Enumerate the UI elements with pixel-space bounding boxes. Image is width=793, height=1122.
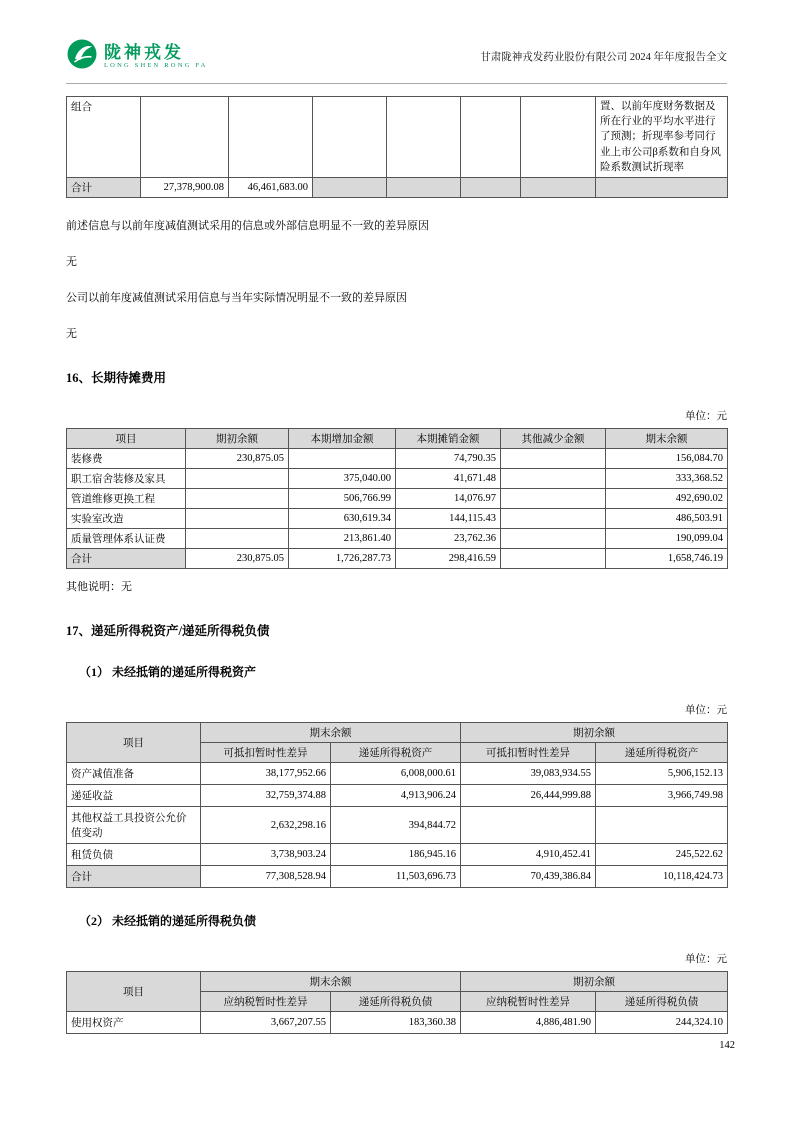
logo-name-en: LONG SHEN RONG FA xyxy=(104,62,208,70)
cell-combo-note: 置、以前年度财务数据及所在行业的平均水平进行了预测；折现率参考同行业上市公司β系数和自身风险系数测试折现率 xyxy=(596,97,728,178)
col-header-dtl-closing: 递延所得税负债 xyxy=(331,992,461,1012)
table-row xyxy=(67,489,728,509)
cell-value: 32,759,374.88 xyxy=(201,785,331,807)
cell-value: 1,726,287.73 xyxy=(289,549,396,569)
cell-value: 39,083,934.55 xyxy=(461,763,596,785)
cell-value: 11,503,696.73 xyxy=(331,866,461,888)
cell-value: 14,076.97 xyxy=(396,489,501,509)
cell-empty xyxy=(141,97,229,178)
cell-value: 38,177,952.66 xyxy=(201,763,331,785)
deferred-tax-liabilities-table xyxy=(66,971,728,1034)
group-header-closing: 期末余额 xyxy=(201,723,461,743)
cell-item: 质量管理体系认证费 xyxy=(67,529,186,549)
cell-empty xyxy=(313,178,387,198)
cell-value xyxy=(186,509,289,529)
cell-value xyxy=(501,509,606,529)
cell-value xyxy=(289,449,396,469)
col-header-closing: 期末余额 xyxy=(606,429,728,449)
table-header-row xyxy=(67,429,728,449)
col-header-item: 项目 xyxy=(67,723,201,763)
table-row xyxy=(67,785,728,807)
cell-value: 41,671.48 xyxy=(396,469,501,489)
cell-total-label: 合计 xyxy=(67,866,201,888)
paragraph-q2: 公司以前年度减值测试采用信息与当年实际情况明显不一致的差异原因 xyxy=(66,291,407,304)
long-term-deferred-expense-table xyxy=(66,428,728,569)
cell-value: 230,875.05 xyxy=(186,449,289,469)
section17-heading: 17、递延所得税资产/递延所得税负债 xyxy=(66,624,270,639)
cell-empty xyxy=(521,97,596,178)
table-header-row xyxy=(67,723,728,743)
col-header-item: 项目 xyxy=(67,972,201,1012)
cell-value: 3,966,749.98 xyxy=(596,785,728,807)
cell-item: 装修费 xyxy=(67,449,186,469)
cell-value: 2,632,298.16 xyxy=(201,807,331,844)
paragraph-q1: 前述信息与以前年度减值测试采用的信息或外部信息明显不一致的差异原因 xyxy=(66,220,429,233)
section16-other-note: 其他说明：无 xyxy=(66,581,132,594)
logo-text xyxy=(104,44,208,70)
col-header-taxable-diff-opening: 应纳税暂时性差异 xyxy=(461,992,596,1012)
table-row xyxy=(67,449,728,469)
cell-total-v1: 27,378,900.08 xyxy=(141,178,229,198)
cell-item: 职工宿舍装修及家具 xyxy=(67,469,186,489)
table-row xyxy=(67,529,728,549)
table-total-row xyxy=(67,549,728,569)
cell-value xyxy=(501,549,606,569)
cell-item: 管道维修更换工程 xyxy=(67,489,186,509)
deferred-tax-assets-table xyxy=(66,722,728,888)
col-header-deductible-diff-opening: 可抵扣暂时性差异 xyxy=(461,743,596,763)
cell-item: 资产减值准备 xyxy=(67,763,201,785)
table-row xyxy=(67,844,728,866)
col-header-dtl-opening: 递延所得税负债 xyxy=(596,992,728,1012)
logo-icon xyxy=(66,38,98,75)
section16-unit-label: 单位：元 xyxy=(685,411,727,423)
col-header-deductible-diff-closing: 可抵扣暂时性差异 xyxy=(201,743,331,763)
col-header-dta-opening: 递延所得税资产 xyxy=(596,743,728,763)
col-header-opening: 期初余额 xyxy=(186,429,289,449)
table-row-combo xyxy=(67,97,728,178)
section17-sub2-unit-label: 单位：元 xyxy=(685,954,727,966)
table-row xyxy=(67,807,728,844)
cell-value xyxy=(501,469,606,489)
cell-value: 298,416.59 xyxy=(396,549,501,569)
section17-sub2-heading: （2） 未经抵销的递延所得税负债 xyxy=(79,914,257,929)
table-total-row xyxy=(67,866,728,888)
cell-value: 5,906,152.13 xyxy=(596,763,728,785)
cell-value: 156,084.70 xyxy=(606,449,728,469)
group-header-closing: 期末余额 xyxy=(201,972,461,992)
cell-value xyxy=(501,529,606,549)
section17-sub1-heading: （1） 未经抵销的递延所得税资产 xyxy=(79,665,257,680)
cell-value: 26,444,999.88 xyxy=(461,785,596,807)
cell-combo-label: 组合 xyxy=(67,97,141,178)
cell-value: 77,308,528.94 xyxy=(201,866,331,888)
cell-value: 6,008,000.61 xyxy=(331,763,461,785)
cell-value: 245,522.62 xyxy=(596,844,728,866)
cell-value: 506,766.99 xyxy=(289,489,396,509)
table-row-total xyxy=(67,178,728,198)
cell-item: 递延收益 xyxy=(67,785,201,807)
cell-item: 其他权益工具投资公允价值变动 xyxy=(67,807,201,844)
cell-value xyxy=(501,489,606,509)
col-header-taxable-diff-closing: 应纳税暂时性差异 xyxy=(201,992,331,1012)
cell-value: 4,913,906.24 xyxy=(331,785,461,807)
col-header-other-decrease: 其他减少金额 xyxy=(501,429,606,449)
valuation-combo-table xyxy=(66,96,728,198)
cell-value: 144,115.43 xyxy=(396,509,501,529)
cell-value: 213,861.40 xyxy=(289,529,396,549)
section16-heading: 16、长期待摊费用 xyxy=(66,371,167,386)
cell-value xyxy=(461,807,596,844)
cell-value xyxy=(186,489,289,509)
cell-total-label: 合计 xyxy=(67,549,186,569)
cell-value: 630,619.34 xyxy=(289,509,396,529)
cell-empty xyxy=(521,178,596,198)
table-row xyxy=(67,469,728,489)
col-header-dta-closing: 递延所得税资产 xyxy=(331,743,461,763)
page-number: 142 xyxy=(719,1040,735,1051)
cell-value: 186,945.16 xyxy=(331,844,461,866)
cell-value xyxy=(596,807,728,844)
cell-value: 486,503.91 xyxy=(606,509,728,529)
cell-value: 23,762.36 xyxy=(396,529,501,549)
company-logo xyxy=(66,38,208,75)
logo-name-cn: 陇神戎发 xyxy=(104,42,184,62)
col-header-item: 项目 xyxy=(67,429,186,449)
cell-value: 1,658,746.19 xyxy=(606,549,728,569)
cell-value: 244,324.10 xyxy=(596,1012,728,1034)
cell-value: 74,790.35 xyxy=(396,449,501,469)
cell-empty xyxy=(229,97,313,178)
cell-value: 190,099.04 xyxy=(606,529,728,549)
cell-empty xyxy=(461,97,521,178)
cell-value: 394,844.72 xyxy=(331,807,461,844)
table-row xyxy=(67,509,728,529)
cell-value: 70,439,386.84 xyxy=(461,866,596,888)
cell-empty xyxy=(461,178,521,198)
cell-value: 230,875.05 xyxy=(186,549,289,569)
cell-value: 10,118,424.73 xyxy=(596,866,728,888)
cell-item: 使用权资产 xyxy=(67,1012,201,1034)
cell-value: 3,667,207.55 xyxy=(201,1012,331,1034)
cell-value xyxy=(186,529,289,549)
col-header-amortized: 本期摊销金额 xyxy=(396,429,501,449)
cell-total-v2: 46,461,683.00 xyxy=(229,178,313,198)
group-header-opening: 期初余额 xyxy=(461,723,728,743)
document-title: 甘肃陇神戎发药业股份有限公司 2024 年年度报告全文 xyxy=(480,52,727,63)
cell-empty xyxy=(596,178,728,198)
cell-value: 4,910,452.41 xyxy=(461,844,596,866)
cell-value: 492,690.02 xyxy=(606,489,728,509)
paragraph-a2: 无 xyxy=(66,327,77,340)
cell-value: 183,360.38 xyxy=(331,1012,461,1034)
paragraph-a1: 无 xyxy=(66,255,77,268)
section17-sub1-unit-label: 单位：元 xyxy=(685,705,727,717)
cell-value: 3,738,903.24 xyxy=(201,844,331,866)
group-header-opening: 期初余额 xyxy=(461,972,728,992)
cell-value: 4,886,481.90 xyxy=(461,1012,596,1034)
cell-value xyxy=(501,449,606,469)
cell-item: 租赁负债 xyxy=(67,844,201,866)
col-header-increase: 本期增加金额 xyxy=(289,429,396,449)
cell-value: 375,040.00 xyxy=(289,469,396,489)
cell-empty xyxy=(387,178,461,198)
cell-value xyxy=(186,469,289,489)
cell-empty xyxy=(387,97,461,178)
cell-item: 实验室改造 xyxy=(67,509,186,529)
table-row xyxy=(67,1012,728,1034)
table-header-row xyxy=(67,972,728,992)
cell-value: 333,368.52 xyxy=(606,469,728,489)
page-header xyxy=(66,38,727,84)
table-row xyxy=(67,763,728,785)
cell-empty xyxy=(313,97,387,178)
cell-total-label: 合计 xyxy=(67,178,141,198)
